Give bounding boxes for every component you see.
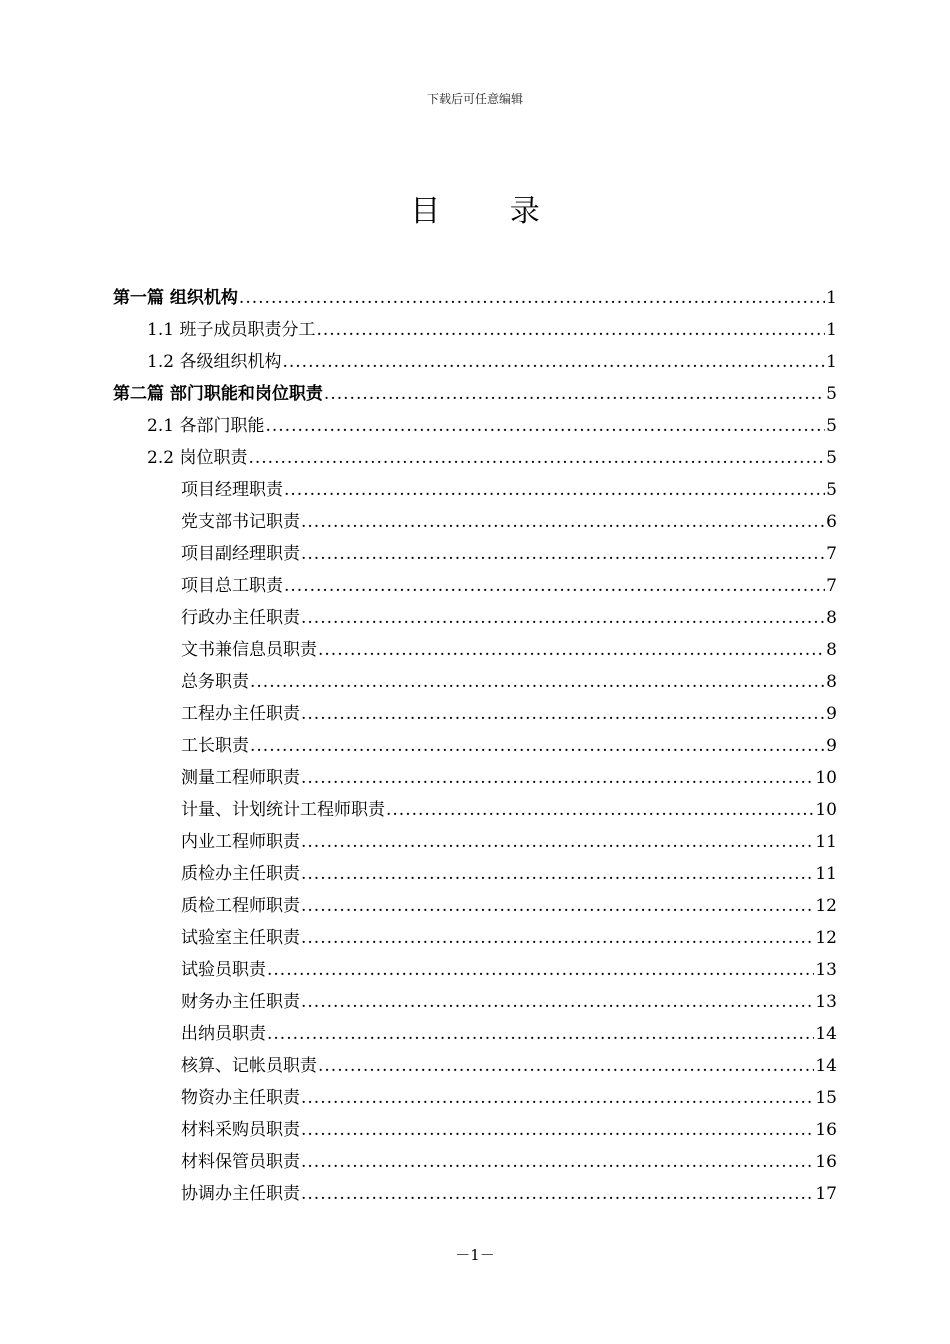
toc-entry-title: 项目总工职责: [181, 576, 283, 596]
toc-entry-page: 14: [815, 1024, 837, 1044]
toc-entry[interactable]: [113, 762, 837, 794]
toc-entry-page: 5: [826, 480, 837, 500]
toc-entry[interactable]: [113, 1082, 837, 1114]
toc-entry-title: 项目经理职责: [181, 480, 283, 500]
toc-dot-leader: [301, 1146, 814, 1178]
toc-entry-title: 财务办主任职责: [181, 992, 300, 1012]
toc-entry-page: 5: [826, 448, 837, 468]
toc-entry-page: 5: [826, 416, 837, 436]
toc-entry[interactable]: [113, 314, 837, 346]
toc-entry-page: 13: [815, 992, 837, 1012]
toc-entry-title: 行政办主任职责: [181, 608, 300, 628]
toc-dot-leader: [239, 282, 825, 314]
toc-entry-title: 工程办主任职责: [181, 704, 300, 724]
toc-entry-page: 12: [815, 896, 837, 916]
toc-entry-page: 16: [815, 1120, 837, 1140]
toc-entry-page: 11: [815, 832, 837, 852]
toc-entry-page: 14: [815, 1056, 837, 1076]
toc-entry-page: 13: [815, 960, 837, 980]
toc-entry-page: 5: [826, 384, 837, 404]
toc-dot-leader: [301, 826, 814, 858]
toc-dot-leader: [282, 346, 825, 378]
toc-dot-leader: [267, 954, 814, 986]
page-number: －1－: [455, 1246, 495, 1264]
toc-dot-leader: [301, 602, 825, 634]
toc-entry-page: 17: [815, 1184, 837, 1204]
toc-entry[interactable]: [113, 282, 837, 314]
table-of-contents: [113, 282, 837, 1210]
toc-dot-leader: [265, 410, 825, 442]
toc-entry[interactable]: [113, 730, 837, 762]
toc-entry-title: 试验员职责: [181, 960, 266, 980]
toc-dot-leader: [324, 378, 825, 410]
toc-dot-leader: [248, 442, 825, 474]
toc-entry-title: 项目副经理职责: [181, 544, 300, 564]
toc-entry-title: 出纳员职责: [181, 1024, 266, 1044]
toc-entry[interactable]: [113, 1114, 837, 1146]
toc-dot-leader: [284, 474, 825, 506]
toc-entry-title: 核算、记帐员职责: [181, 1056, 317, 1076]
toc-entry-page: 8: [826, 640, 837, 660]
toc-dot-leader: [301, 1178, 814, 1210]
toc-entry-page: 6: [826, 512, 837, 532]
toc-entry[interactable]: [113, 538, 837, 570]
toc-dot-leader: [301, 1114, 814, 1146]
toc-entry[interactable]: [113, 506, 837, 538]
toc-entry[interactable]: [113, 666, 837, 698]
toc-entry-title: 1.1 班子成员职责分工: [147, 320, 316, 340]
toc-dot-leader: [301, 538, 825, 570]
page-header: 下载后可任意编辑: [426, 92, 523, 106]
toc-entry[interactable]: [113, 602, 837, 634]
toc-entry-title: 内业工程师职责: [181, 832, 300, 852]
toc-entry-title: 材料采购员职责: [181, 1120, 300, 1140]
toc-entry-page: 8: [826, 608, 837, 628]
toc-entry[interactable]: [113, 986, 837, 1018]
toc-entry-title: 第一篇 组织机构: [113, 288, 238, 308]
toc-dot-leader: [301, 762, 814, 794]
toc-entry[interactable]: [113, 698, 837, 730]
toc-entry[interactable]: [113, 826, 837, 858]
toc-entry-title: 测量工程师职责: [181, 768, 300, 788]
toc-dot-leader: [301, 698, 825, 730]
toc-entry-title: 物资办主任职责: [181, 1088, 300, 1108]
toc-entry[interactable]: [113, 858, 837, 890]
toc-entry[interactable]: [113, 794, 837, 826]
toc-entry-page: 1: [826, 288, 837, 308]
toc-dot-leader: [250, 666, 825, 698]
toc-entry[interactable]: [113, 1018, 837, 1050]
toc-entry-title: 质检工程师职责: [181, 896, 300, 916]
toc-dot-leader: [301, 922, 814, 954]
toc-entry-title: 材料保管员职责: [181, 1152, 300, 1172]
toc-dot-leader: [318, 634, 825, 666]
page-title: 目 录: [410, 194, 570, 229]
toc-dot-leader: [301, 1082, 814, 1114]
toc-entry[interactable]: [113, 1178, 837, 1210]
toc-entry[interactable]: [113, 346, 837, 378]
toc-dot-leader: [250, 730, 825, 762]
toc-entry-page: 9: [826, 736, 837, 756]
toc-entry[interactable]: [113, 1050, 837, 1082]
toc-dot-leader: [267, 1018, 814, 1050]
toc-dot-leader: [318, 1050, 814, 1082]
toc-entry[interactable]: [113, 442, 837, 474]
toc-dot-leader: [301, 858, 814, 890]
toc-entry[interactable]: [113, 1146, 837, 1178]
toc-entry[interactable]: [113, 922, 837, 954]
toc-entry-page: 11: [815, 864, 837, 884]
toc-entry-page: 7: [826, 544, 837, 564]
toc-entry[interactable]: [113, 954, 837, 986]
toc-entry-page: 1: [826, 320, 837, 340]
toc-entry-title: 党支部书记职责: [181, 512, 300, 532]
toc-entry-title: 1.2 各级组织机构: [147, 352, 282, 372]
toc-dot-leader: [284, 570, 825, 602]
toc-entry-title: 质检办主任职责: [181, 864, 300, 884]
toc-entry-title: 总务职责: [181, 672, 249, 692]
toc-entry-title: 2.2 岗位职责: [147, 448, 248, 468]
toc-dot-leader: [301, 506, 825, 538]
toc-entry-page: 8: [826, 672, 837, 692]
toc-entry-page: 10: [815, 800, 837, 820]
toc-entry-title: 试验室主任职责: [181, 928, 300, 948]
toc-entry-page: 16: [815, 1152, 837, 1172]
toc-entry[interactable]: [113, 474, 837, 506]
toc-dot-leader: [316, 314, 825, 346]
toc-entry[interactable]: [113, 890, 837, 922]
toc-entry-page: 1: [826, 352, 837, 372]
toc-entry-title: 文书兼信息员职责: [181, 640, 317, 660]
toc-entry-page: 7: [826, 576, 837, 596]
toc-dot-leader: [301, 890, 814, 922]
toc-entry-title: 工长职责: [181, 736, 249, 756]
toc-entry[interactable]: [113, 634, 837, 666]
toc-entry[interactable]: [113, 570, 837, 602]
toc-entry[interactable]: [113, 378, 837, 410]
toc-entry-title: 第二篇 部门职能和岗位职责: [113, 384, 323, 404]
toc-entry-page: 10: [815, 768, 837, 788]
toc-entry-title: 2.1 各部门职能: [147, 416, 265, 436]
toc-entry[interactable]: [113, 410, 837, 442]
toc-entry-title: 协调办主任职责: [181, 1184, 300, 1204]
toc-entry-page: 9: [826, 704, 837, 724]
toc-dot-leader: [386, 794, 814, 826]
toc-dot-leader: [301, 986, 814, 1018]
toc-entry-page: 15: [815, 1088, 837, 1108]
toc-entry-title: 计量、计划统计工程师职责: [181, 800, 385, 820]
toc-entry-page: 12: [815, 928, 837, 948]
